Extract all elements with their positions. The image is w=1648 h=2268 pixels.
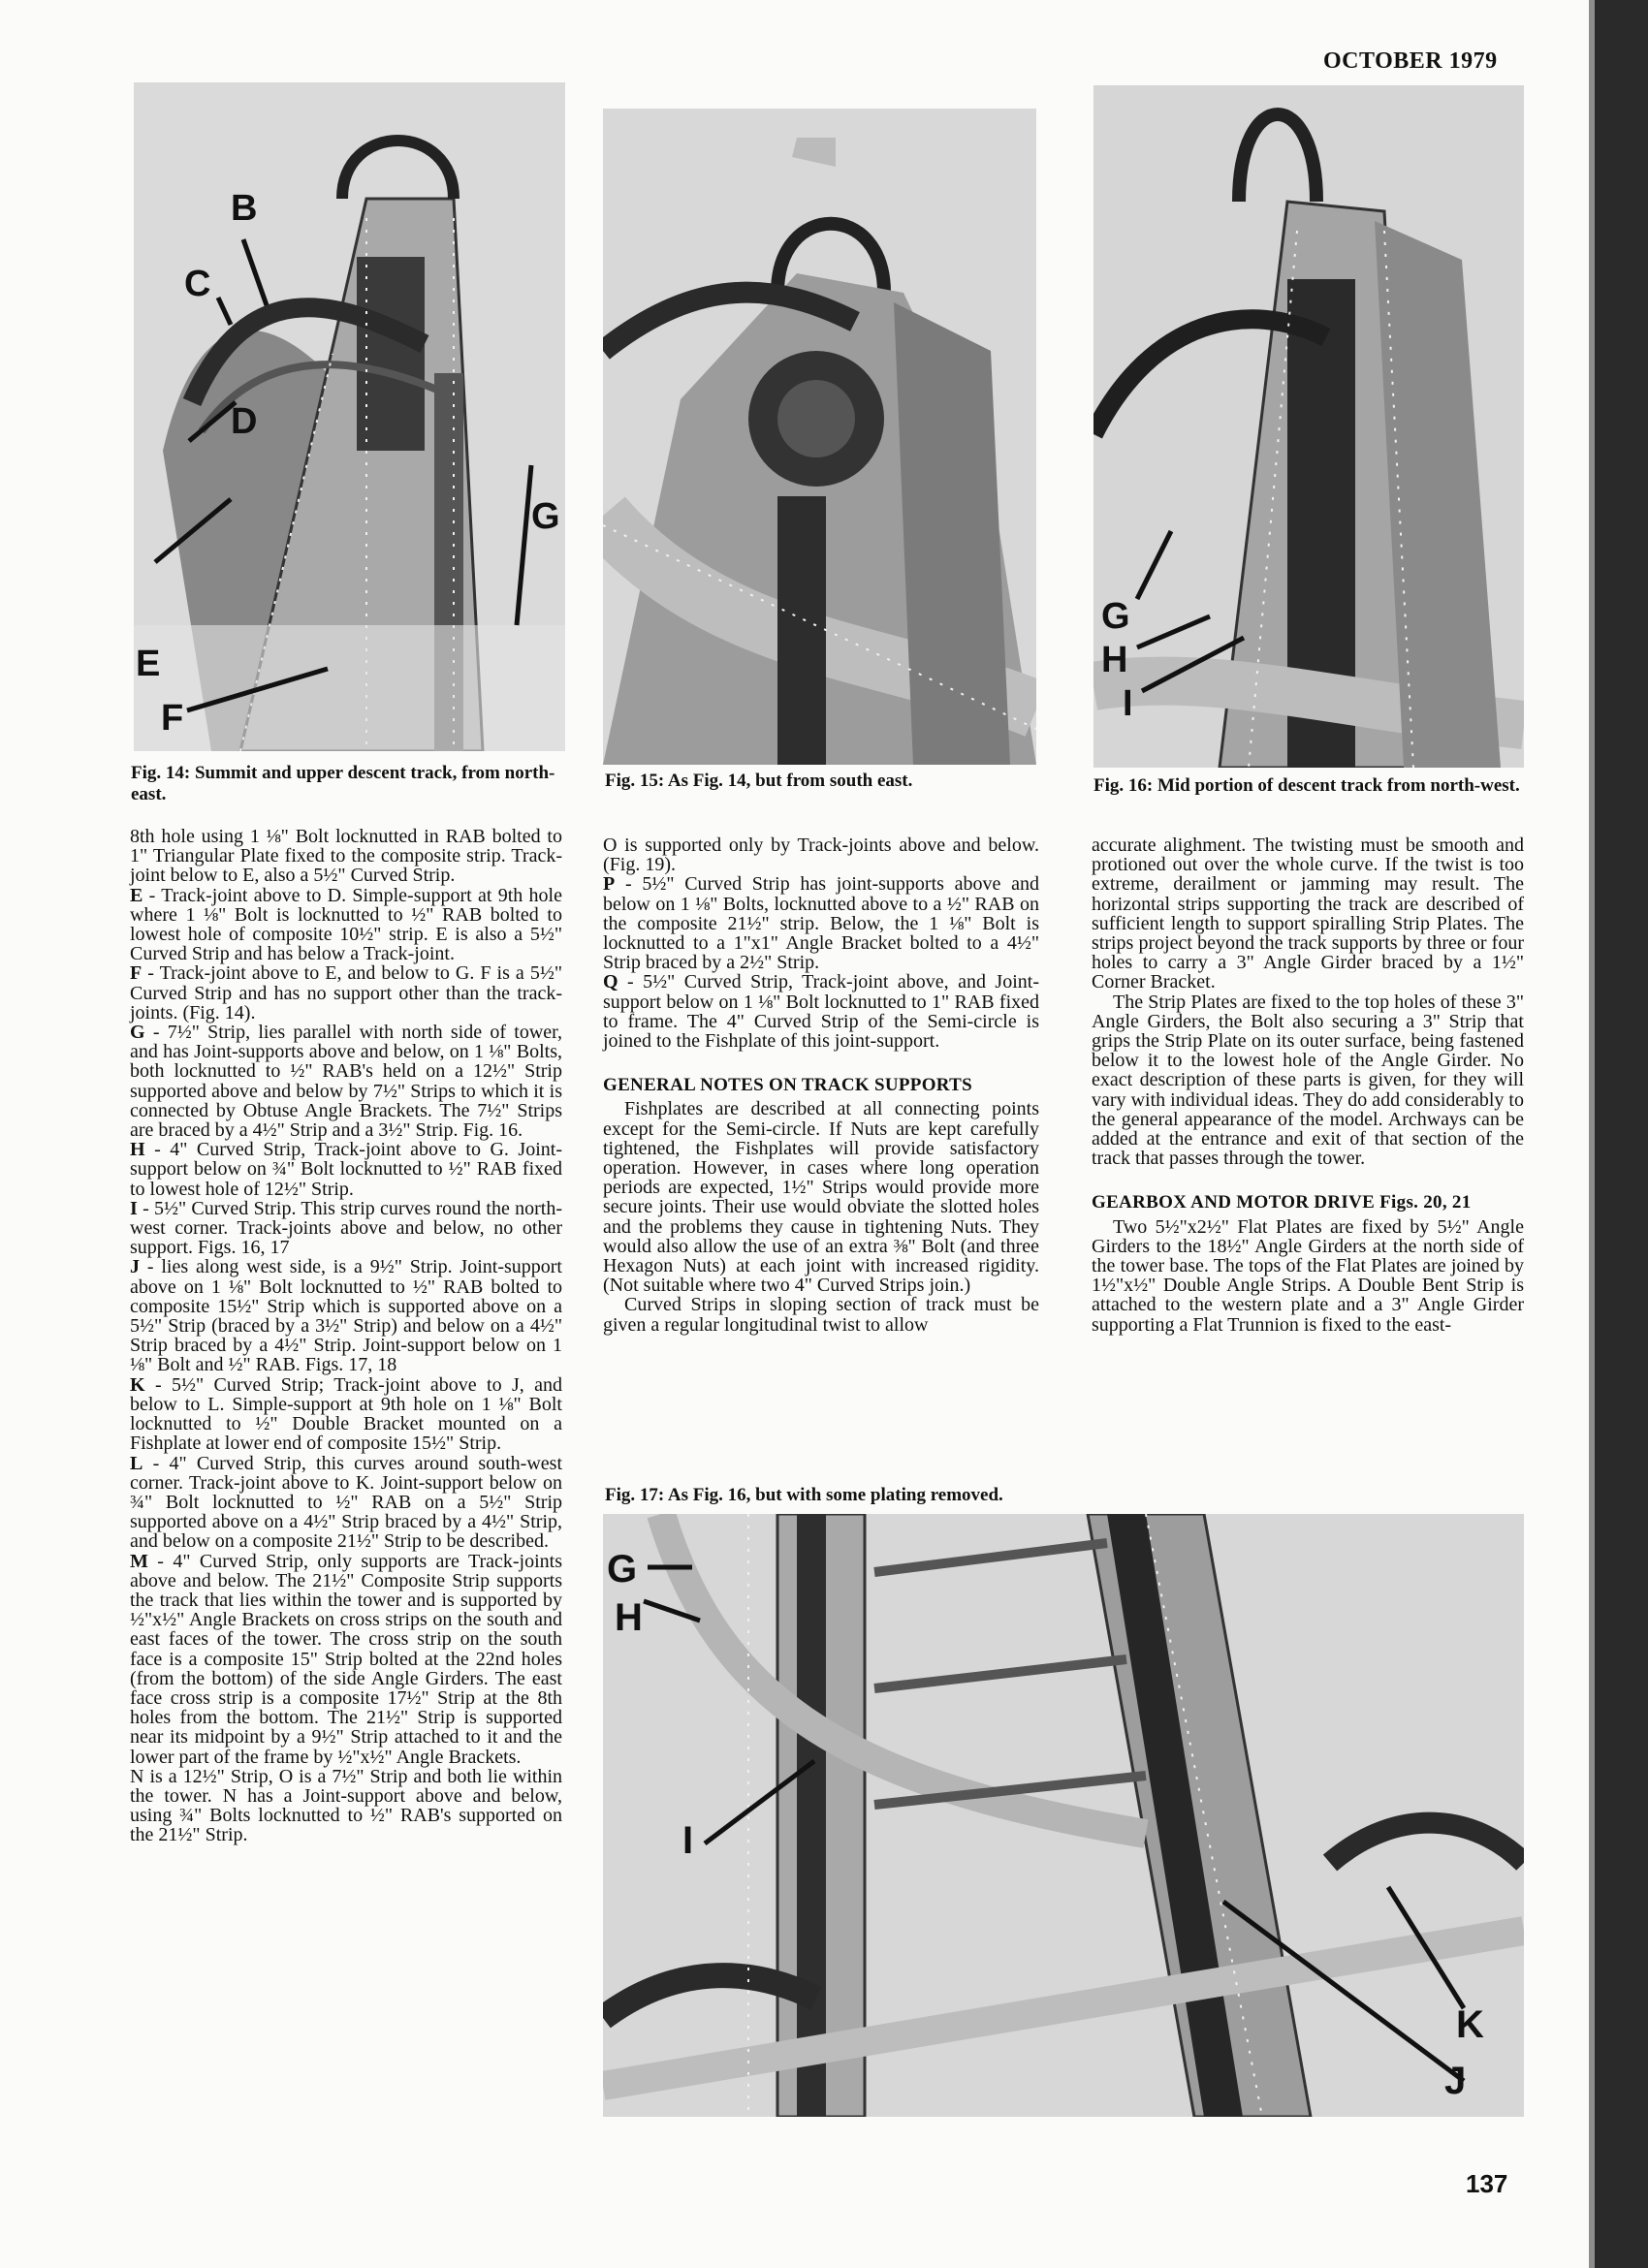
column3-paragraph: The Strip Plates are fixed to the top holes of these 3" Angle Girders, the Bolt also securing a 3" Strip that grips the Strip Plate on its outer surface, being fastened below it to the lowest hole of the Angle Girder. No exact description of these parts is given, for they will vary with individual ideas. They do add considerably to the general appearance of the model. Archways can be added at the entrance and exit of that section of the track that passes through the tower. [1092, 991, 1524, 1170]
column1-paragraph: J - lies along west side, is a 9½" Strip. Joint-support above on 1 ⅛" Bolt locknutted to ½" RAB bolted to composite 15½" Strip which is supported above on a 5½" Strip (braced by a 3½" Strip) and below on a 4½" Strip braced by a 4½" Strip. Joint-support below on 1 ⅛" Bolt and ½" RAB. Figs. 17, 18 [130, 1256, 562, 1376]
text-column-1 [130, 827, 562, 1845]
column1-paragraph: 8th hole using 1 ⅛" Bolt locknutted in RAB bolted to 1" Triangular Plate fixed to the composite strip. Track-joint below to E, also a 5½" Curved Strip. [130, 826, 562, 887]
general-notes-heading: GENERAL NOTES ON TRACK SUPPORTS [603, 1075, 972, 1096]
fig14-label-c: C [184, 264, 211, 304]
column2-paragraph: P - 5½" Curved Strip has joint-supports above and below on 1 ⅛" Bolts, locknutted above to a ½" RAB on the composite 21½" strip. Below, the 1 ⅛" Bolt is locknutted to a 1"x1" Angle Bracket bolted to a 4½" Strip braced by a 2½" Strip. [603, 873, 1039, 974]
fig16-label-g: G [1101, 596, 1130, 637]
fig17-label-k: K [1456, 2003, 1484, 2046]
fig16-label-h: H [1101, 640, 1128, 680]
figure-17-caption: Fig. 17: As Fig. 16, but with some plating removed. [605, 1485, 1003, 1505]
column1-paragraph: M - 4" Curved Strip, only supports are Track-joints above and below. The 21½" Composite Strip supports the track that lies within the tower and is supported by ½"x½" Angle Brackets on cross strips on the south and east faces of the tower. The cross strip on the south face is a composite 15" Strip bolted at the 22nd holes (from the bottom) of the side Angle Girders. The east face cross strip is a composite 17½" Strip at the 8th holes from the bottom. The 21½" Strip is supported near its midpoint by a 9½" Strip attached to it and the lower part of the frame by ½"x½" Angle Brackets. [130, 1550, 562, 1768]
fig14-label-b: B [231, 188, 258, 229]
column1-paragraph: I - 5½" Curved Strip. This strip curves round the north-west corner. Track-joints above and below, no other support. Figs. 16, 17 [130, 1197, 562, 1259]
fig14-label-f: F [161, 698, 184, 739]
figure-14-photo [134, 82, 565, 751]
page-header-date: OCTOBER 1979 [1323, 48, 1498, 74]
figure-16-photo [1093, 85, 1524, 768]
figure-15-caption: Fig. 15: As Fig. 14, but from south east. [605, 771, 913, 791]
fig14-label-d: D [231, 401, 258, 442]
column1-paragraph: L - 4" Curved Strip, this curves around south-west corner. Track-joint above to K. Joint-support below on ¾" Bolt locknutted to ½" RAB on a 5½" Strip supported above on a 4½" Strip braced by a 4½" Strip, and below on a composite 21½" Strip to be described. [130, 1452, 562, 1553]
gearbox-heading: GEARBOX AND MOTOR DRIVE Figs. 20, 21 [1092, 1192, 1472, 1213]
fig14-label-e: E [136, 644, 161, 684]
fig17-label-h: H [615, 1596, 643, 1639]
text-column-3 [1092, 835, 1524, 1335]
column1-paragraph: F - Track-joint above to E, and below to G. F is a 5½" Curved Strip and has no support other than the track-joints. (Fig. 14). [130, 962, 562, 1024]
column1-paragraph: K - 5½" Curved Strip; Track-joint above to J, and below to L. Simple-support at 9th hole on 1 ⅛" Bolt locknutted to ½" Double Bracket mounted on a Fishplate at lower end of composite 15½" Strip. [130, 1373, 562, 1455]
column3-paragraph: Two 5½"x2½" Flat Plates are fixed by 5½" Angle Girders to the 18½" Angle Girders at the north side of the tower base. The tops of the Flat Plates are joined by 1½"x½" Double Angle Strips. A Double Bent Strip is attached to the western plate and a 3" Angle Girder supporting a Flat Trunnion is fixed to the east- [1092, 1215, 1524, 1336]
figure-14-caption: Fig. 14: Summit and upper descent track, from north-east. [131, 763, 555, 804]
column1-paragraph: G - 7½" Strip, lies parallel with north side of tower, and has Joint-supports above and below, on 1 ⅛" Bolts, both locknutted to ½" RAB's held on a 12½" Strip supported above and below by 7½" Strips to which it is connected by Obtuse Angle Brackets. The 7½" Strips are braced by a 4½" Strip and a 3½" Strip. Fig. 16. [130, 1022, 562, 1142]
column3-paragraph: accurate alighment. The twisting must be smooth and protioned out over the whole curve. If the twist is too extreme, derailment or jamming may result. The horizontal strips supporting the track are described of sufficient length to support spiralling Strip Plates. The strips project beyond the track supports by three or four holes to carry a 3" Angle Girder braced by a 1½" Corner Bracket. [1092, 835, 1524, 993]
column2-paragraph: Curved Strips in sloping section of track must be given a regular longitudinal twist to allow [603, 1294, 1039, 1336]
column1-paragraph: E - Track-joint above to D. Simple-support at 9th hole where 1 ⅛" Bolt is locknutted to ½" RAB bolted to lowest hole of composite 10½" strip. E is also a 5½" Curved Strip and has below a Track-joint. [130, 884, 562, 965]
fig17-label-i: I [682, 1819, 694, 1862]
column1-paragraph: N is a 12½" Strip, O is a 7½" Strip and both lie within the tower. N has a Joint-support above and below, using ¾" Bolts locknutted to ½" RAB's supported on the 21½" Strip. [130, 1765, 562, 1846]
page-edge-strip [1595, 0, 1648, 2268]
text-column-2 [603, 835, 1039, 1335]
figure-16-caption: Fig. 16: Mid portion of descent track from north-west. [1093, 775, 1520, 796]
figure-15-photo [603, 109, 1036, 765]
page-number: 137 [1466, 2169, 1508, 2198]
fig17-label-g: G [607, 1548, 638, 1591]
fig14-label-g: G [531, 496, 560, 537]
column1-paragraph: H - 4" Curved Strip, Track-joint above to G. Joint-support below on ¾" Bolt locknutted to ½" RAB fixed to lowest hole of 12½" Strip. [130, 1139, 562, 1200]
figure-17-photo [603, 1514, 1524, 2117]
fig16-label-i: I [1123, 683, 1133, 724]
column2-paragraph: Q - 5½" Curved Strip, Track-joint above, and Joint-support below on 1 ⅛" Bolt locknutted to 1" RAB fixed to frame. The 4" Curved Strip of the Semi-circle is joined to the Fishplate of this joint-support. [603, 971, 1039, 1053]
column2-paragraph: Fishplates are described at all connecting points except for the Semi-circle. If Nuts are kept carefully tightened, the Fishplates will provide satisfactory operation. However, in cases where long operation periods are expected, 1½" Strips would provide more secure joints. Their use would obviate the slotted holes and the problems they cause in tightening Nuts. They would also allow the use of an extra ⅜" Bolt (and three Hexagon Nuts) at each joint with increased rigidity. (Not suitable where two 4" Curved Strips join.) [603, 1098, 1039, 1297]
column2-paragraph: O is supported only by Track-joints above and below. (Fig. 19). [603, 835, 1039, 876]
fig17-label-j: J [1444, 2060, 1467, 2102]
